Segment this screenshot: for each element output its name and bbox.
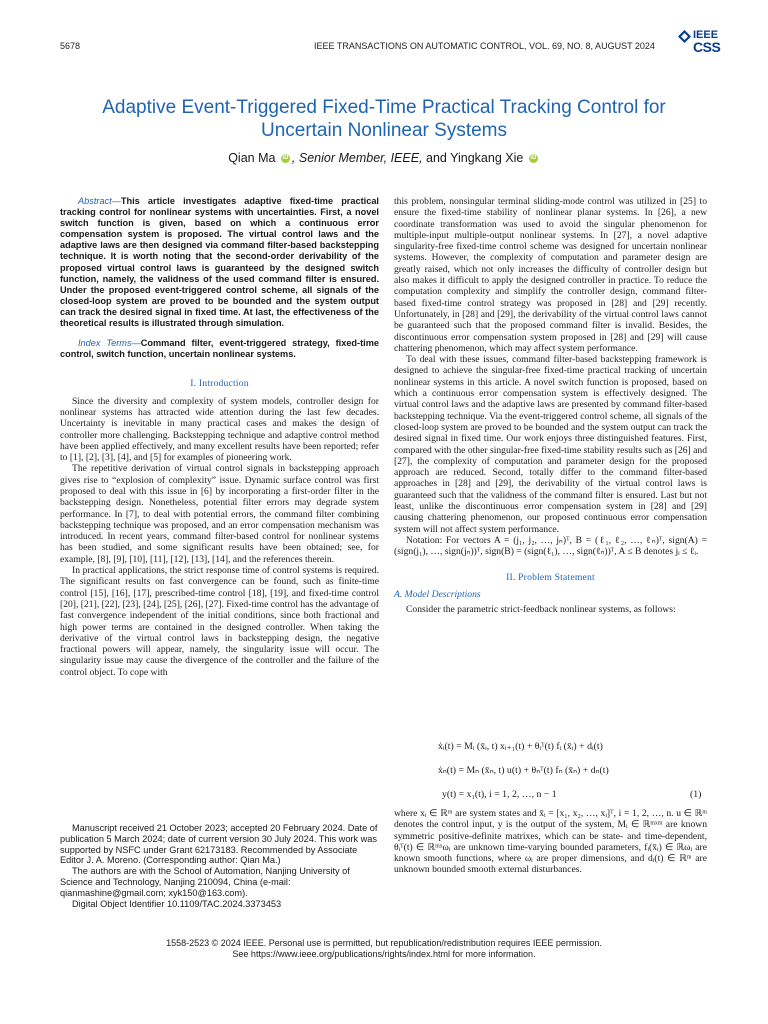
notation-paragraph: Notation: For vectors A = (j₁, j₂, …, jₙ)ᵀ, B = (ℓ₁, ℓ₂, …, ℓₙ)ᵀ, sign(A) = (sign(j₁), …, sign(jₙ))ᵀ, sign(B) = (sign(ℓ₁), …, sign(ℓₙ))ᵀ, A ≤ B denotes jᵢ ≤ ℓᵢ.	[394, 534, 707, 558]
intro-paragraph-2: The repetitive derivation of virtual control signals in backstepping approach gives rise to “explosion of complexity” issue. Dynamic surface control was first proposed to deal with this issue in [6] by incorporating a first-order filter in the backstepping design. Nonetheless, potential filter errors may degrade system performance. In [7], to deal with potential errors, the command filter combining backstepping technique was proposed, and an error compensation mechanism was introduced. In recent years, command filter-based control for nonlinear systems has been studied, and some significant results have been obtained; see, for example, [8], [9], [10], [11], [12], [13], [14], and the references therein.	[60, 463, 379, 565]
copyright-notice	[60, 938, 708, 960]
left-column	[60, 196, 379, 678]
ieee-logo-icon	[678, 30, 691, 43]
subsection-heading-model: A. Model Descriptions	[394, 588, 481, 600]
title-line-2: Uncertain Nonlinear Systems	[260, 120, 508, 141]
intro-paragraph-3: In practical applications, the strict response time of control systems is required. The significant results on fast convergence can be found, such as finite-time control [15], [16], [17], prescribed-time control [18], [19], and fixed-time control [20], [21], [22], [23], [24], [25], [26], [27]. Fixed-time control has the advantage of fast convergence independent of the initial conditions, since both fractional and high power terms are contained in the designed controller. When taking the derivative of the virtual control laws in backstepping design, the negative fractional powers will appear, namely, the singularity issue will occur. The singularity issue may cause the divergence of the controller and the failure of the control object. To cope with	[60, 565, 379, 678]
intro-paragraph-5: To deal with these issues, command filter-based backstepping framework is designed to achieve the singular-free fixed-time practical tracking of uncertain nonlinear systems in this article. A novel switch function is proposed, based on which a continuous error compensation system is effectively designed. The virtual control laws and the adaptive laws are presented by command filter-based backstepping technique. Via the event-triggered control scheme, all signals of the closed-loop system are proved to be bounded and the system output can track the desired signal in fixed time. Our work enjoys three distinguished features. First, compared with the other singular-free fixed-time stability results such as [26] and [27], the complexity of computation and parameter design for the proposed approach are reduced. Second, totally differ to the command filter-based approaches in [28] and [29], the derivability of the virtual control laws is guaranteed such that the validness of the command filter is ensured. Last but not least, unlike the discontinuous error compensation system in [28] and [29] causing chattering phenomenon, our proposed continuous error compensation system will not affect system performance.	[394, 354, 707, 535]
footnote	[60, 823, 379, 909]
journal-name: IEEE TRANSACTIONS ON AUTOMATIC CONTROL, VOL. 69, NO. 8, AUGUST 2024	[314, 41, 655, 51]
abstract-text: This article investigates adaptive fixed-time practical tracking control for nonlinear systems with uncertainties. First, a novel switch function is given, based on which a continuous error compensation system is proposed. The virtual control laws and the adaptive laws are then designed via command filter-based backstepping technique. It is worth noting that the second-order derivability of the proposed virtual control laws is guaranteed by the designed switch function, namely, the validness of the used command filter is ensured. Under the proposed event-triggered control scheme, all signals of the closed-loop system are proved to be bounded and the system output can track the desired signal in fixed time. At last, the effectiveness of the theoretical results is illustrated through simulation.	[60, 196, 379, 329]
model-paragraph-2-block	[394, 808, 707, 876]
section-heading-problem-statement: II. Problem Statement	[506, 571, 595, 583]
logo-text-ieee: IEEE	[693, 29, 719, 41]
copyright-line-2: See https://www.ieee.org/publications/rights/index.html for more information.	[232, 949, 536, 959]
abstract-label: Abstract—	[78, 196, 121, 206]
footnote-doi: Digital Object Identifier 10.1109/TAC.2024.3373453	[72, 898, 282, 909]
intro-paragraph-1: Since the diversity and complexity of system models, controller design for nonlinear systems has attracted wide attention during the last few decades. Uncertainty is inevitable in many practical cases and makes the design of controller more challenging. Backstepping technique and adaptive control method have been applied effectively, and many excellent results have been reported; refer to [1], [2], [3], [4], and [5] for examples of pioneering work.	[60, 395, 379, 464]
author-line	[60, 151, 708, 165]
logo-text-css: CSS	[693, 39, 721, 55]
ieee-css-logo	[678, 30, 738, 56]
footnote-manuscript: Manuscript received 21 October 2023; accepted 20 February 2024. Date of publication 5 March 2024; date of current version 30 July 2024. This work was supported by NSFC under Grant 62173183. Recommended by Associate Editor J. A. Moreno. (Corresponding author: Qian Ma.)	[60, 823, 378, 866]
title-line-1: Adaptive Event-Triggered Fixed-Time Practical Tracking Control for	[102, 97, 666, 118]
right-column	[394, 196, 707, 615]
author-2: Yingkang Xie	[450, 151, 524, 165]
author-1-role: , Senior Member, IEEE,	[291, 151, 423, 165]
footnote-affiliation: The authors are with the School of Automation, Nanjing University of Science and Technology, Nanjing 210094, China (e-mail: qianmashine@gmail.com; xyk150@163.com).	[60, 866, 350, 898]
equation-line-3: y(t) = x₁(t), i = 1, 2, …, n − 1	[442, 789, 557, 800]
index-terms	[60, 338, 379, 360]
orcid-icon[interactable]: iD	[282, 155, 289, 161]
paper-title	[60, 96, 708, 142]
index-terms-text: Command filter, event-triggered strategy, fixed-time control, switch function, uncertain nonlinear systems.	[60, 338, 379, 360]
equation-number: (1)	[690, 789, 702, 800]
section-heading-introduction: I. Introduction	[190, 378, 249, 390]
orcid-icon[interactable]: iD	[530, 155, 537, 161]
index-terms-label: Index Terms—	[78, 338, 141, 349]
model-paragraph-2: where xᵢ ∈ ℝᵐ are system states and x̄ᵢ = [x₁, x₂, …, xᵢ]ᵀ, i = 1, 2, …, n. u ∈ ℝᵐ denotes the control input, y is the output of the system, Mᵢ ∈ ℝᵐˣᵐ are known symmetric positive-definite matrixes, which can be state- and time-dependent, θᵢᵀ(t) ∈ ℝᵐˣωᵢ are unknown time-varying bounded parameters, fᵢ(x̄ᵢ) ∈ ℝωᵢ are known smooth functions, where ωᵢ are proper dimensions, and dᵢ(t) ∈ ℝᵐ are unknown bounded smooth external disturbances.	[394, 808, 707, 876]
intro-paragraph-4: this problem, nonsingular terminal sliding-mode control was utilized in [25] to ensure the fixed-time stability of nonlinear planar systems. In [26], a new coordinate transformation was used to avoid the singular phenomenon for multiple-input multiple-output nonlinear systems. In [27], a novel adaptive singularity-free fixed-time control scheme was designed for uncertain nonlinear systems. However, the complexity of computation and parameter design are greatly raised, which not only increases the difficulty of controller design but also makes it difficult to apply the designed controller in practice. To reduce the computation complexity and simplify the controller design, command filter-based fixed-time control strategy was proposed in [28] and [29] recently. Unfortunately, in [28] and [29], the derivability of the virtual control laws cannot be guaranteed such that the proposed command filter is invalid. Besides, the discontinuous error compensation system proposed in [28] and [29] will cause chattering phenomenon, which may affect system performance.	[394, 196, 707, 354]
model-paragraph-1: Consider the parametric strict-feedback nonlinear systems, as follows:	[406, 604, 676, 616]
equation-line-1: ẋᵢ(t) = Mᵢ (x̄ᵢ, t) xᵢ₊₁(t) + θᵢᵀ(t) fᵢ (x̄ᵢ) + dᵢ(t)	[438, 741, 603, 752]
author-conj: and	[422, 151, 451, 165]
page-number: 5678	[60, 41, 81, 51]
copyright-line-1: 1558-2523 © 2024 IEEE. Personal use is permitted, but republication/redistribution requires IEEE permission.	[166, 938, 602, 948]
author-1: Qian Ma	[228, 151, 276, 165]
abstract	[60, 196, 379, 329]
equation-line-2: ẋₙ(t) = Mₙ (x̄ₙ, t) u(t) + θₙᵀ(t) fₙ (x̄ₙ) + dₙ(t)	[438, 765, 609, 776]
